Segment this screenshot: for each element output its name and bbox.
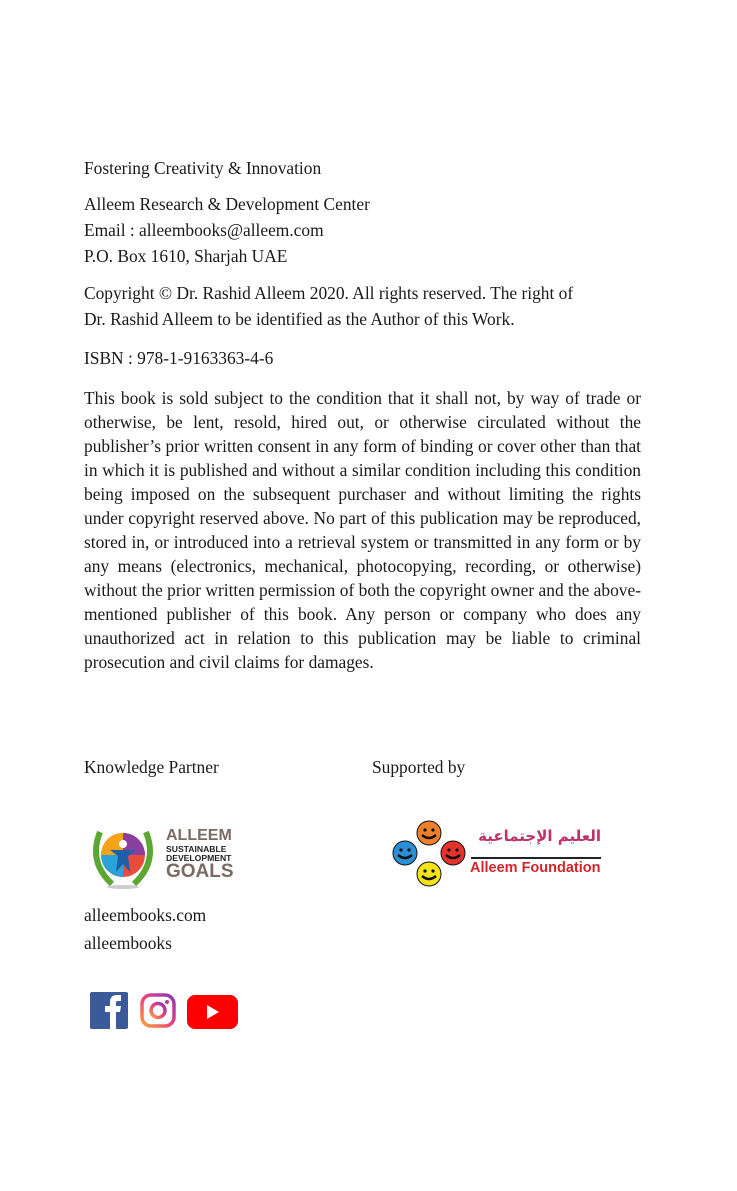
social-handle: alleembooks bbox=[84, 933, 172, 953]
sdg-logo-line1: ALLEEM bbox=[166, 827, 232, 844]
knowledge-partner-label: Knowledge Partner bbox=[84, 757, 219, 777]
publisher-email: Email : alleembooks@alleem.com bbox=[84, 220, 324, 240]
alleem-foundation-logo bbox=[391, 819, 603, 891]
sdg-wreath-icon bbox=[90, 822, 156, 890]
foundation-english-name: Alleem Foundation bbox=[470, 860, 601, 876]
supported-by-label: Supported by bbox=[372, 757, 466, 777]
smiley-faces-icon bbox=[391, 819, 467, 889]
tagline: Fostering Creativity & Innovation bbox=[84, 158, 322, 178]
copyright-line-1: Copyright © Dr. Rashid Alleem 2020. All rights reserved. The right of bbox=[84, 283, 574, 303]
foundation-arabic-name: العليم الإجتماعية bbox=[478, 827, 601, 845]
foundation-divider bbox=[471, 857, 601, 859]
youtube-icon[interactable] bbox=[187, 995, 238, 1029]
isbn: ISBN : 978-1-9163363-4-6 bbox=[84, 348, 274, 368]
copyright-line-2: Dr. Rashid Alleem to be identified as the Author of this Work. bbox=[84, 309, 515, 329]
instagram-icon[interactable] bbox=[139, 992, 177, 1029]
sdg-logo-line3: DEVELOPMENT bbox=[166, 852, 232, 863]
sdg-logo-line2: SUSTAINABLE bbox=[166, 844, 227, 854]
publisher-address: P.O. Box 1610, Sharjah UAE bbox=[84, 246, 288, 266]
facebook-icon[interactable] bbox=[90, 992, 128, 1029]
sdg-logo-line4: GOALS bbox=[166, 861, 234, 883]
website[interactable]: alleembooks.com bbox=[84, 905, 207, 925]
publisher-name: Alleem Research & Development Center bbox=[84, 194, 370, 214]
rights-notice: This book is sold subject to the condition that it shall not, by way of trade or otherwise, be lent, resold, hired out, or otherwise circulated without the publisher’s prior written consent in any form of binding or cover other than that in which it is published and without a similar condition including this condition being imposed on the subsequent purchaser and without limiting the rights under copyright reserved above. No part of this publication may be reproduced, stored in, or introduced into a retrieval system or transmitted in any form or by any means (electronics, mechanical, photocopying, recording, or otherwise) without the prior written permission of both the copyright owner and the above-mentioned publisher of this book. Any person or company who does any unauthorized act in relation to this publication may be liable to criminal prosecution and civil claims for damages. bbox=[84, 388, 641, 672]
